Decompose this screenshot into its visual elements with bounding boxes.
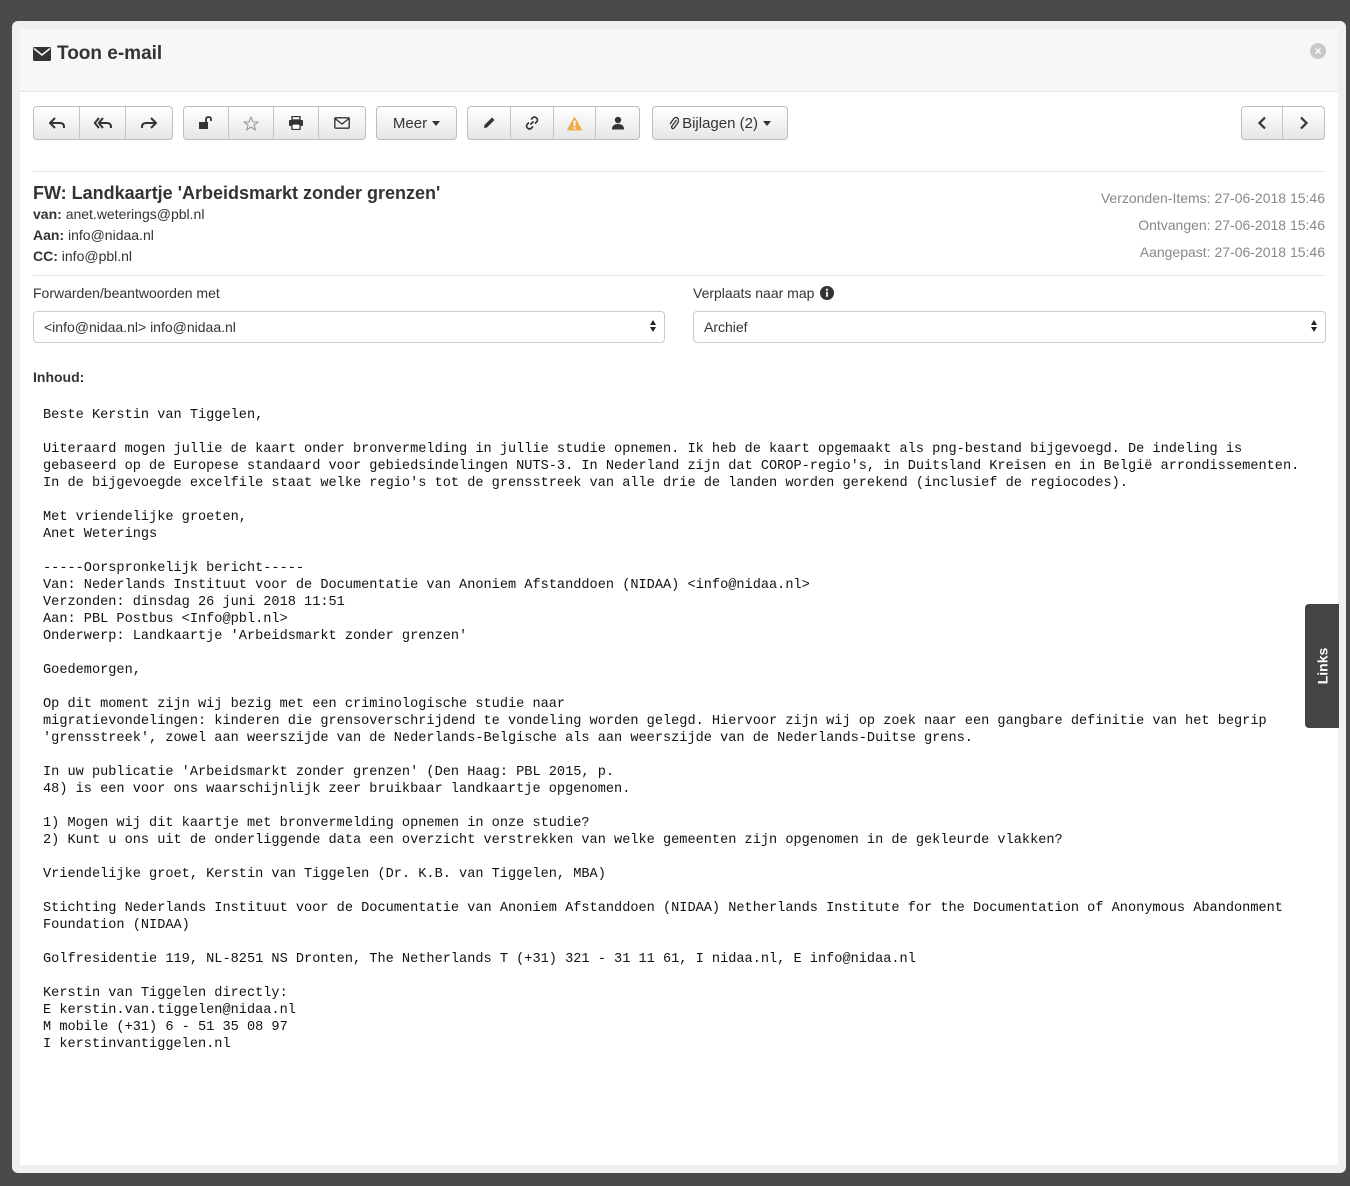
email-header-info <box>33 171 1325 276</box>
from-address: anet.weterings@pbl.nl <box>65 206 205 222</box>
envelope-icon <box>33 47 51 61</box>
content-label: Inhoud: <box>33 369 85 385</box>
print-button[interactable] <box>274 107 319 139</box>
star-button[interactable] <box>229 107 274 139</box>
forward-with-label: Forwarden/beantwoorden met <box>33 285 220 301</box>
to-label: Aan: <box>33 227 65 243</box>
mail-outline-icon <box>334 117 350 129</box>
more-label: Meer <box>392 114 428 132</box>
modified-date: Aangepast: 27-06-2018 15:46 <box>1139 244 1325 260</box>
mail-button[interactable] <box>319 107 365 139</box>
caret-down-icon <box>763 121 771 126</box>
reply-button[interactable] <box>34 107 80 139</box>
user-icon <box>611 116 625 130</box>
more-group <box>376 106 457 140</box>
nav-group <box>1241 106 1325 140</box>
actions-group <box>183 106 366 140</box>
previous-button[interactable] <box>1242 107 1283 139</box>
chevron-left-icon <box>1257 116 1267 130</box>
close-icon[interactable]: × <box>1310 43 1326 59</box>
toolbar <box>33 106 1325 140</box>
unlock-icon <box>198 116 214 130</box>
chevron-right-icon <box>1299 116 1309 130</box>
more-dropdown-button[interactable] <box>377 107 456 139</box>
print-icon <box>288 116 304 130</box>
caret-down-icon <box>432 121 440 126</box>
next-button[interactable] <box>1283 107 1324 139</box>
paperclip-icon <box>669 116 679 130</box>
dialog-header <box>20 29 1338 92</box>
select-arrows-icon <box>650 320 657 332</box>
links-side-tab[interactable] <box>1305 604 1339 728</box>
move-to-folder-label: Verplaats naar map <box>693 285 815 301</box>
info-icon[interactable] <box>820 286 834 300</box>
email-dates <box>1101 185 1325 266</box>
forward-with-value: <info@nidaa.nl> info@nidaa.nl <box>44 319 236 335</box>
tools-group <box>467 106 640 140</box>
link-button[interactable] <box>511 107 554 139</box>
link-icon <box>524 115 540 131</box>
forward-icon <box>141 116 157 130</box>
warning-button[interactable] <box>554 107 596 139</box>
to-address: info@nidaa.nl <box>68 227 154 243</box>
reply-all-icon <box>94 116 112 130</box>
pencil-icon <box>482 116 496 130</box>
dialog-title-text: Toon e-mail <box>57 43 163 64</box>
email-subject: FW: Landkaartje 'Arbeidsmarkt zonder grenzen' <box>33 183 441 203</box>
star-icon <box>243 116 259 131</box>
contact-button[interactable] <box>596 107 639 139</box>
attachments-label: Bijlagen (2) <box>682 114 758 132</box>
from-label: van: <box>33 206 62 222</box>
email-body: Beste Kerstin van Tiggelen, Uiteraard mogen jullie de kaart onder bronvermelding in jullie studie opnemen. Ik heb de kaart opgemaakt als png-bestand bijgevoegd. De indeling is gebaseerd op de Europese standaard voor gebiedsindelingen NUTS-3. In Nederland zijn dat COROP-regio's, in Duitsland Kreisen en in België arrondissementen. In de bijgevoegde excelfile staat welke regio's tot de grensstreek van alle drie de landen worden gerekend (inclusief de regiocodes). Met vriendelijke groeten, Anet Weterings -----Oorspronkelijk bericht----- Van: Nederlands Instituut voor de Documentatie van Anoniem Afstanddoen (NIDAA) <info@nidaa.nl> Verzonden: dinsdag 26 juni 2018 11:51 Aan: PBL Postbus <Info@pbl.nl> Onderwerp: Landkaartje 'Arbeidsmarkt zonder grenzen' Goedemorgen, Op dit moment zijn wij bezig met een criminologische studie naar migratievondelingen: kinderen die grensoverschrijdend te vondeling worden gelegd. Hiervoor zijn wij op zoek naar een gangbare definitie van het begrip 'grensstreek', zowel aan weerszijde van de Nederlands-Belgische als aan weerszijde van de Nederlands-Duitse grens. In uw publicatie 'Arbeidsmarkt zonder grenzen' (Den Haag: PBL 2015, p. 48) is een voor ons waarschijnlijk zeer bruikbaar landkaartje opgenomen. 1) Mogen wij dit kaartje met bronvermelding opnemen in onze studie? 2) Kunt u ons uit de onderliggende data een overzicht verstrekken van welke gemeenten zijn opgenomen in de gekleurde vlakken? Vriendelijke groet, Kerstin van Tiggelen (Dr. K.B. van Tiggelen, MBA) Stichting Nederlands Instituut voor de Documentatie van Anoniem Afstanddoen (NIDAA) Netherlands Institute for the Documentation of Anonymous Abandonment Foundation (NIDAA) Golfresidentie 119, NL-8251 NS Dronten, The Netherlands T (+31) 321 - 31 11 61, I nidaa.nl, E info@nidaa.nl Kerstin van Tiggelen directly: E kerstin.van.tiggelen@nidaa.nl M mobile (+31) 6 - 51 35 08 97 I kerstinvantiggelen.nl <box>43 408 1300 1052</box>
to-line <box>33 227 154 243</box>
cc-label: CC: <box>33 248 58 264</box>
move-to-folder-label-row <box>693 285 834 301</box>
cc-address: info@pbl.nl <box>61 248 133 264</box>
unlock-button[interactable] <box>184 107 229 139</box>
edit-button[interactable] <box>468 107 511 139</box>
links-tab-label: Links <box>1314 647 1331 685</box>
move-to-folder-select[interactable] <box>693 311 1326 343</box>
reply-icon <box>49 116 65 130</box>
dialog-content <box>20 29 1338 1165</box>
warning-icon <box>566 116 583 131</box>
select-arrows-icon <box>1311 320 1318 332</box>
reply-all-button[interactable] <box>80 107 126 139</box>
forward-with-select[interactable] <box>33 311 665 343</box>
from-line <box>33 206 204 222</box>
reply-group <box>33 106 173 140</box>
attachments-group <box>652 106 788 140</box>
received-date: Ontvangen: 27-06-2018 15:46 <box>1138 217 1325 233</box>
sent-date: Verzonden-Items: 27-06-2018 15:46 <box>1100 190 1325 206</box>
cc-line <box>33 248 132 264</box>
attachments-dropdown-button[interactable] <box>653 107 787 139</box>
move-to-folder-value: Archief <box>704 319 748 335</box>
dialog-title <box>33 43 162 65</box>
forward-button[interactable] <box>126 107 172 139</box>
email-dialog <box>12 21 1346 1173</box>
